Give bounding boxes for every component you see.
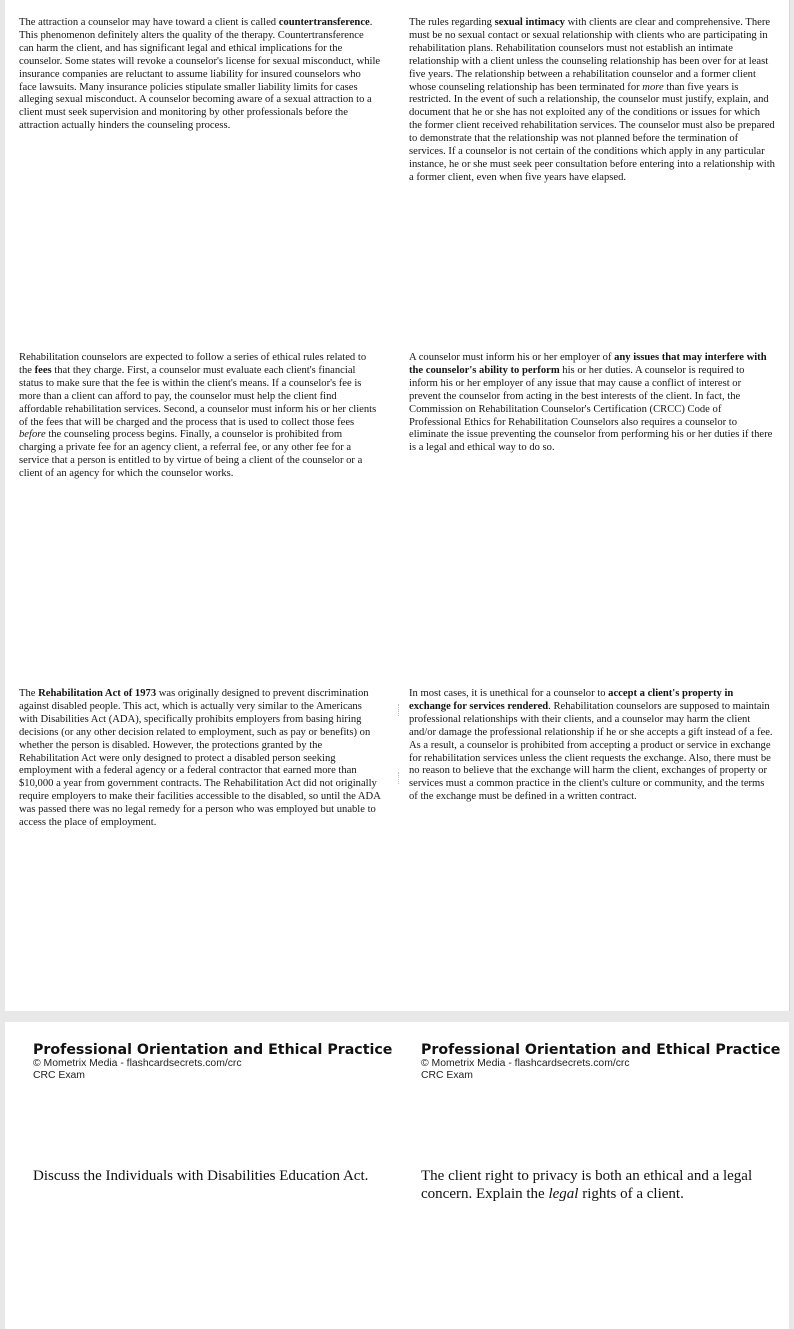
card-front-header-left xyxy=(33,1042,393,1081)
card-text: In most cases, it is unethical for a counselor to accept a client's property in exchange for services rendered. Rehabilitation counselors are supposed to maintain professional relationships with their clients, and a counselor may harm the client and/or damage the professional relationship if he or she accepts a gift instead of a fee. As a result, a counselor is prohibited from accepting a product or service in exchange for rehabilitation services unless the client requests the exchange. Also, there must be no reason to believe that the exchange will harm the client, exchanges of property or services must a common practice in the client's culture or community, and the terms of the exchange must be defined in a written contract. xyxy=(409,688,773,803)
card-text: The Rehabilitation Act of 1973 was originally designed to prevent discrimination against disabled people. This act, which is actually very similar to the Americans with Disabilities Act (ADA), specifically prohibits employers from basing hiring decisions (or any other decision related to employment, such as pay or benefits) on whether the person is disabled. However, the protections granted by the Rehabilitation Act were only designed to protect a disabled person seeking employment with a federal agency or a federal contractor that earned more than $10,000 a year from government contracts. The Rehabilitation Act did not originally require employers to make their facilities accessible to the disabled, so until the ADA was passed there was no legal remedy for a person who was employed but unable to access the place of employment. xyxy=(19,688,381,829)
card-text: The rules regarding sexual intimacy with clients are clear and comprehensive. There must be no sexual contact or sexual relationship with clients who are participating in rehabilitation plans. Rehabilitation counselors must not establish an intimate relationship with a client unless the counseling relationship has been over for at least five years. The relationship between a rehabilitation counselor and a former client whose counseling relationship has been terminated for more than five years is restricted. In the event of such a relationship, the counselor must justify, explain, and document that he or she has not exploited any of the conditions or issues for which the former client received rehabilitation services. The counselor must also be prepared to demonstrate that the relationship was not planned before the termination of services. If a counselor is not certain of the conditions which apply in any particular instance, he or she must seek peer consultation before entering into a relationship with a former client, even when five years have elapsed. xyxy=(409,17,775,183)
key-term: fees xyxy=(34,364,52,376)
card-rehabilitation-act xyxy=(19,688,381,830)
card-fees xyxy=(19,352,381,481)
card-front-header-right xyxy=(421,1042,781,1081)
card-text: A counselor must inform his or her employer of any issues that may interfere with the counselor's ability to perform his or her duties. A counselor is required to inform his or her employer of any issue that may cause a conflict of interest or prevent the counselor from acting in the best interests of the client. In fact, the Commission on Rehabilitation Counselor's Certification (CRCC) Code of Professional Ethics for Rehabilitation Counselors also requires a counselor to eliminate the issue preventing the counselor from performing his or her duties if there is a legal and ethical way to do so. xyxy=(409,352,773,454)
key-term: sexual intimacy xyxy=(494,17,565,28)
exam-label: CRC Exam xyxy=(33,1069,85,1081)
card-property-exchange xyxy=(409,688,775,804)
card-countertransference xyxy=(19,17,381,133)
question-idea: Discuss the Individuals with Disabilities Education Act. xyxy=(33,1168,369,1184)
cut-line-divider xyxy=(398,772,400,784)
key-term: Rehabilitation Act of 1973 xyxy=(38,688,157,699)
emphasis: before xyxy=(19,429,46,441)
key-term: countertransference xyxy=(278,17,370,28)
key-term: any issues that may interfere with the counselor's ability to perform xyxy=(409,352,767,376)
exam-label: CRC Exam xyxy=(421,1069,473,1081)
category-heading: Professional Orientation and Ethical Practice xyxy=(421,1042,781,1058)
card-text: Rehabilitation counselors are expected to follow a series of ethical rules related to the fees that they charge. First, a counselor must evaluate each client's financial status to make sure that the fee is within the client's means. If a counselor's fee is more than a client can afford to pay, the counselor must help the client find affordable rehabilitation services. Second, a counselor must inform his or her clients of the fees that will be charged and the process that is used to collect those fees before the counseling process begins. Finally, a counselor is prohibited from charging a private fee for an agency client, a referral fee, or any other fee for a service that a person is entitled to by virtue of being a client of the counselor or a client of an agency for which the counselor works. xyxy=(19,352,377,480)
source-line: © Mometrix Media - flashcardsecrets.com/crc xyxy=(421,1058,630,1069)
cut-line-divider xyxy=(398,704,400,716)
category-heading: Professional Orientation and Ethical Practice xyxy=(33,1042,393,1058)
question-privacy: The client right to privacy is both an ethical and a legal concern. Explain the legal rights of a client. xyxy=(421,1168,753,1202)
emphasis: more xyxy=(642,81,664,93)
key-term: accept a client's property in exchange for services rendered xyxy=(409,688,734,712)
flashcard-backs-sheet xyxy=(5,0,790,1011)
emphasis: legal xyxy=(548,1185,579,1202)
card-employer-issues xyxy=(409,352,775,455)
card-sexual-intimacy xyxy=(409,17,775,185)
source-line: © Mometrix Media - flashcardsecrets.com/crc xyxy=(33,1058,242,1069)
flashcard-fronts-sheet xyxy=(5,1022,789,1329)
card-text: The attraction a counselor may have toward a client is called countertransference. This phenomenon definitely alters the quality of the therapy. Countertransference can harm the client, and has significant legal and ethical implications for the counselor. Some states will revoke a counselor's license for sexual misconduct, while insurance companies are reluctant to assume liability for insured counselors who face lawsuits. Many insurance policies stipulate smaller liability limits for cases alleging sexual misconduct. A counselor becoming aware of a sexual attraction to a client must seek supervision and monitoring by other professionals before the attraction actually hinders the counseling process. xyxy=(19,17,381,132)
